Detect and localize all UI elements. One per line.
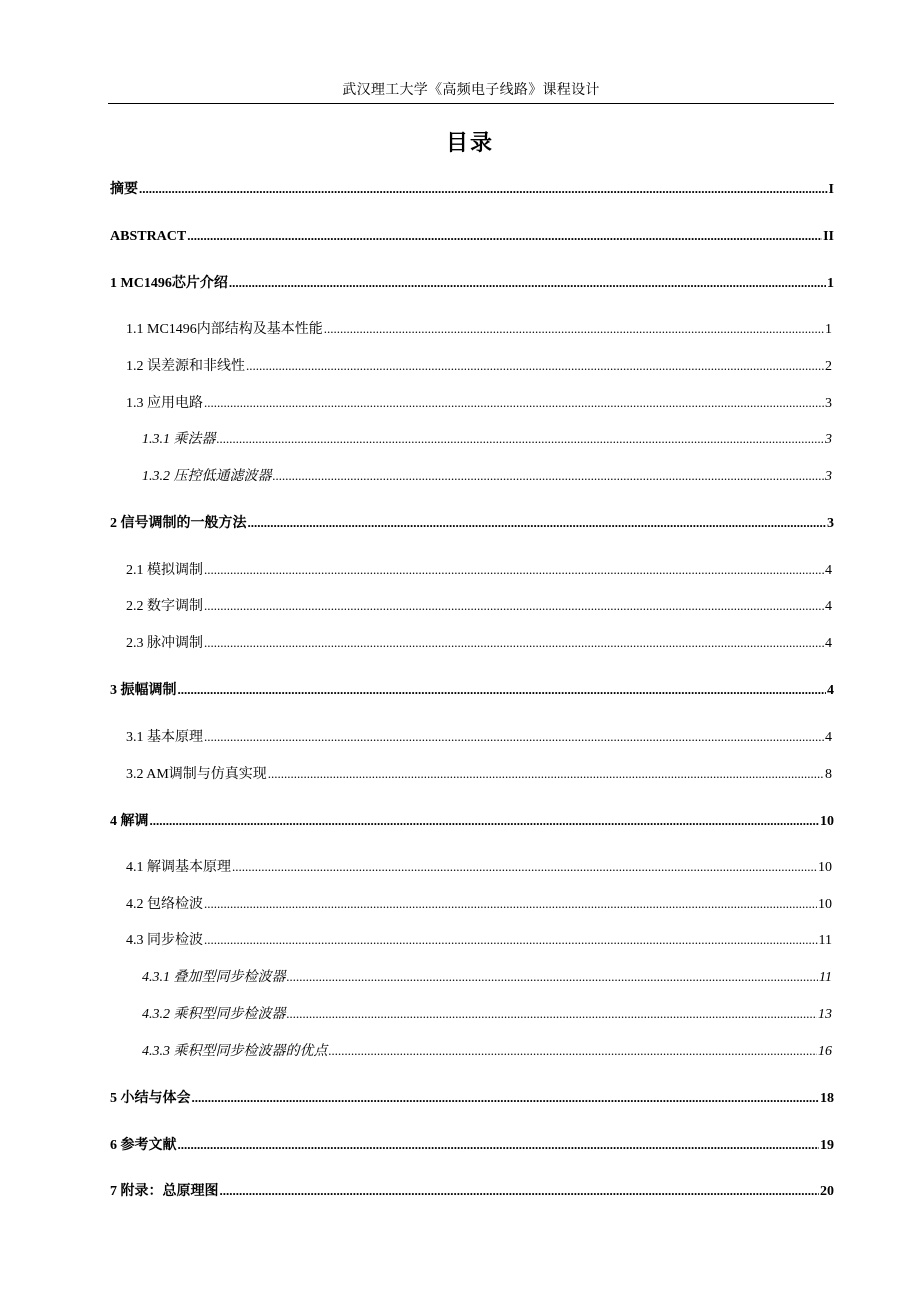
toc-leader <box>192 1088 820 1108</box>
toc-page-number: 3 <box>827 516 834 531</box>
toc-entry-text: 6 参考文献 <box>110 1138 177 1153</box>
toc-entry[interactable] <box>126 356 832 376</box>
toc-entry-text: 1.2 误差源和非线性 <box>126 359 245 374</box>
toc-entry[interactable] <box>110 1088 834 1108</box>
toc-page-number: 1 <box>827 276 834 291</box>
toc-entry[interactable] <box>142 1004 832 1024</box>
toc-entry-text: 2.1 模拟调制 <box>126 563 203 578</box>
toc-leader <box>204 560 824 580</box>
toc-entry[interactable] <box>110 811 834 831</box>
toc-entry[interactable] <box>110 1181 834 1201</box>
toc-page-number: 4 <box>825 599 832 614</box>
toc-leader <box>287 967 819 987</box>
toc-entry-text: 3 振幅调制 <box>110 683 177 698</box>
toc-entry[interactable] <box>142 1041 832 1061</box>
toc-page-number: 1 <box>825 322 832 337</box>
toc-page-number: 19 <box>820 1138 834 1153</box>
toc-page-number: 3 <box>825 432 832 447</box>
toc-leader <box>273 466 825 486</box>
toc-entry[interactable] <box>126 319 832 339</box>
toc-leader <box>178 1135 820 1155</box>
toc-page-number: 8 <box>825 767 832 782</box>
toc-entry[interactable] <box>110 226 834 246</box>
toc-entry[interactable] <box>126 633 832 653</box>
toc-leader <box>204 894 817 914</box>
toc-entry-text: 1.3.1 乘法器 <box>142 432 216 447</box>
toc-entry-text: 3.1 基本原理 <box>126 730 203 745</box>
toc-entry-text: 1.1 MC1496内部结构及基本性能 <box>126 322 323 337</box>
toc-page-number: 11 <box>819 970 832 985</box>
toc-leader <box>229 273 826 293</box>
running-header: 武汉理工大学《高频电子线路》课程设计 <box>342 83 600 98</box>
toc-entry[interactable] <box>110 179 834 199</box>
toc-entry-text: 1.3.2 压控低通滤波器 <box>142 469 272 484</box>
toc-entry[interactable] <box>110 1135 834 1155</box>
toc-leader <box>150 811 820 831</box>
toc-page-number: 4 <box>825 730 832 745</box>
toc-leader <box>232 857 817 877</box>
toc-leader <box>204 393 824 413</box>
toc-leader <box>246 356 824 376</box>
toc-entry[interactable] <box>142 466 832 486</box>
toc-entry[interactable] <box>110 273 834 293</box>
toc-leader <box>178 680 827 700</box>
toc-entry[interactable] <box>126 560 832 580</box>
toc-entry-text: 2 信号调制的一般方法 <box>110 516 247 531</box>
toc-entry-text: 3.2 AM调制与仿真实现 <box>126 767 267 782</box>
toc-entry[interactable] <box>126 727 832 747</box>
toc-entry-text: 5 小结与体会 <box>110 1091 191 1106</box>
toc-leader <box>248 513 827 533</box>
toc-page-number: 3 <box>825 396 832 411</box>
toc-leader <box>217 429 825 449</box>
toc-page-number: 4 <box>827 683 834 698</box>
toc-entry-text: 4.3.2 乘积型同步检波器 <box>142 1007 286 1022</box>
toc-entry[interactable] <box>126 930 832 950</box>
toc-entry-text: 2.3 脉冲调制 <box>126 636 203 651</box>
toc-entry-text: 摘要 <box>110 182 138 197</box>
toc-entry[interactable] <box>142 967 832 987</box>
toc-leader <box>204 633 824 653</box>
toc-entry-text: 1 MC1496芯片介绍 <box>110 276 228 291</box>
page-title: 目录 <box>445 130 494 155</box>
toc-leader <box>329 1041 818 1061</box>
toc-entry-text: 4.1 解调基本原理 <box>126 860 231 875</box>
toc-entry[interactable] <box>110 513 834 533</box>
toc-entry-text: 7 附录：总原理图 <box>110 1184 219 1199</box>
toc-leader <box>324 319 824 339</box>
toc-page-number: 18 <box>820 1091 834 1106</box>
toc-entry[interactable] <box>126 393 832 413</box>
header-rule <box>108 103 834 104</box>
toc-page-number: 20 <box>820 1184 834 1199</box>
toc-entry[interactable] <box>126 857 832 877</box>
toc-page-number: 16 <box>818 1044 832 1059</box>
toc-entry-text: 4.3 同步检波 <box>126 933 203 948</box>
toc-entry-text: ABSTRACT <box>110 229 187 244</box>
toc-leader <box>204 596 824 616</box>
toc-page-number: 13 <box>818 1007 832 1022</box>
toc-entry[interactable] <box>126 894 832 914</box>
toc-leader <box>204 930 818 950</box>
toc-leader <box>187 226 822 246</box>
toc-page-number: 2 <box>825 359 832 374</box>
toc-entry-text: 4.2 包络检波 <box>126 897 203 912</box>
toc-entry[interactable] <box>126 764 832 784</box>
toc-entry[interactable] <box>142 429 832 449</box>
toc-page-number: II <box>823 229 834 244</box>
toc-entry-text: 2.2 数字调制 <box>126 599 203 614</box>
toc-entry[interactable] <box>110 680 834 700</box>
toc-leader <box>268 764 824 784</box>
toc-page-number: 4 <box>825 563 832 578</box>
toc-page-number: 10 <box>820 814 834 829</box>
toc-page-number: 10 <box>818 860 832 875</box>
toc-leader <box>220 1181 820 1201</box>
toc-page-number: 10 <box>818 897 832 912</box>
toc-page-number: 11 <box>818 933 832 948</box>
toc-leader <box>139 179 828 199</box>
toc-entry-text: 4.3.3 乘积型同步检波器的优点 <box>142 1044 328 1059</box>
toc-leader <box>204 727 824 747</box>
toc-leader <box>287 1004 818 1024</box>
toc-page-number: 3 <box>825 469 832 484</box>
toc-entry-text: 1.3 应用电路 <box>126 396 203 411</box>
toc-page-number: I <box>828 182 834 197</box>
toc-page-number: 4 <box>825 636 832 651</box>
toc-entry-text: 4 解调 <box>110 814 149 829</box>
toc-entry[interactable] <box>126 596 832 616</box>
toc-entry-text: 4.3.1 叠加型同步检波器 <box>142 970 286 985</box>
